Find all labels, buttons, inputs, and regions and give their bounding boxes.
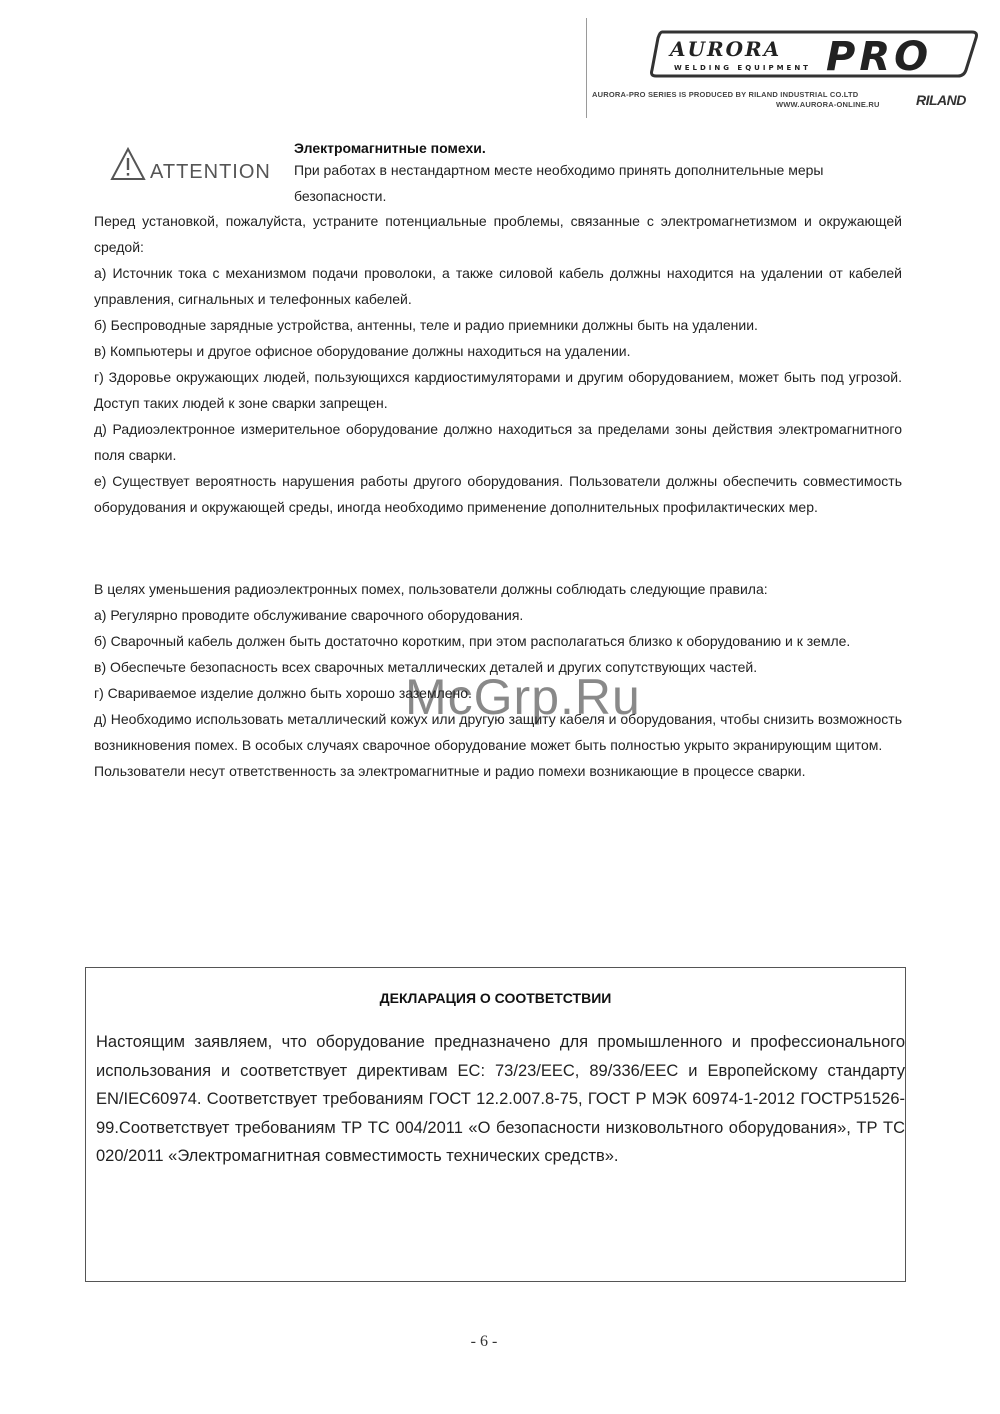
paragraph: Пользователи несут ответственность за электромагнитные и радио помехи возникающие в процессе сварки. [94,763,806,779]
produced-by-text: AURORA-PRO SERIES IS PRODUCED BY RILAND INDUSTRIAL CO.LTD [592,90,859,99]
logo-subtitle-text: WELDING EQUIPMENT [674,64,811,72]
declaration-text: Настоящим заявляем, что оборудование предназначено для промышленного и профессионального использования и соответствует директивам ЕС: 73/23/EEC, 89/336/EEC и Европейскому стандарту EN/IEC60974. Соответствует требованиям ГОСТ 12.2.007.8-75, ГОСТ Р МЭК 60974-1-2012 ГОСТР51526-99.Соответствует требованиям ТР ТС 004/2011 «О безопасности низковольтного оборудования», ТР ТС 020/2011 «Электромагнитная совместимость технических средств». [96,1033,905,1165]
aurora-pro-logo [648,26,982,82]
list-item: г) Здоровье окружающих людей, пользующихся кардиостимуляторами и другим оборудованием, может быть под угрозой. Доступ таких людей к зоне сварки запрещен. [94,369,902,411]
list-item: а) Источник тока с механизмом подачи проволоки, а также силовой кабель должны находится на удалении от кабелей управления, сигнальных и телефонных кабелей. [94,265,902,307]
logo-pro-text: PRO [826,34,933,80]
list-item: д) Необходимо использовать металлический кожух или другую защиту кабеля и оборудования, чтобы снизить возможность возникновения помех. В особых случаях сварочное оборудование может быть полностью укрыто экранирующим щитом. [94,711,902,753]
watermark: McGrp.Ru [405,669,641,725]
declaration-box [85,967,906,1282]
page-number: - 6 - [470,1333,498,1350]
list-item: в) Обеспечьте безопасность всех сварочных металлических деталей и других сопутствующих частей. [94,659,758,675]
list-item: б) Сварочный кабель должен быть достаточно коротким, при этом располагаться близко к оборудованию и к земле. [94,633,851,649]
paragraph: Перед установкой, пожалуйста, устраните потенциальные проблемы, связанные с электромагнетизмом и окружающей средой: [94,213,902,255]
website-text: WWW.AURORA-ONLINE.RU [776,100,880,109]
section-intro: При работах в нестандартном месте необходимо принять дополнительные меры безопасности. [294,162,824,204]
page-header [586,18,986,118]
list-item: д) Радиоэлектронное измерительное оборудование должно находиться за пределами зоны действия электромагнитного поля сварки. [94,421,902,463]
logo-aurora-text: AURORA [670,37,782,61]
list-item: г) Свариваемое изделие должно быть хорошо заземлено. [94,685,472,701]
paragraph: В целях уменьшения радиоэлектронных помех, пользователи должны соблюдать следующие правила: [94,581,768,597]
riland-logo: RILAND [916,92,966,108]
header-divider [586,18,587,118]
interference-list [94,208,902,520]
declaration-title: ДЕКЛАРАЦИЯ О СООТВЕТСТВИИ [379,990,612,1006]
list-item: б) Беспроводные зарядные устройства, антенны, теле и радио приемники должны быть на удалении. [94,317,758,333]
warning-triangle-icon [110,146,146,182]
list-item: в) Компьютеры и другое офисное оборудование должны находиться на удалении. [94,343,631,359]
list-item: е) Существует вероятность нарушения работы другого оборудования. Пользователи должны обеспечить совместимость оборудования и окружающей среды, иногда необходимо применение дополнительных профилактических мер. [94,473,902,515]
list-item: а) Регулярно проводите обслуживание сварочного оборудования. [94,607,524,623]
attention-label: ATTENTION [150,161,271,183]
section-title: Электромагнитные помехи. [294,140,486,156]
attention-badge [110,146,275,186]
